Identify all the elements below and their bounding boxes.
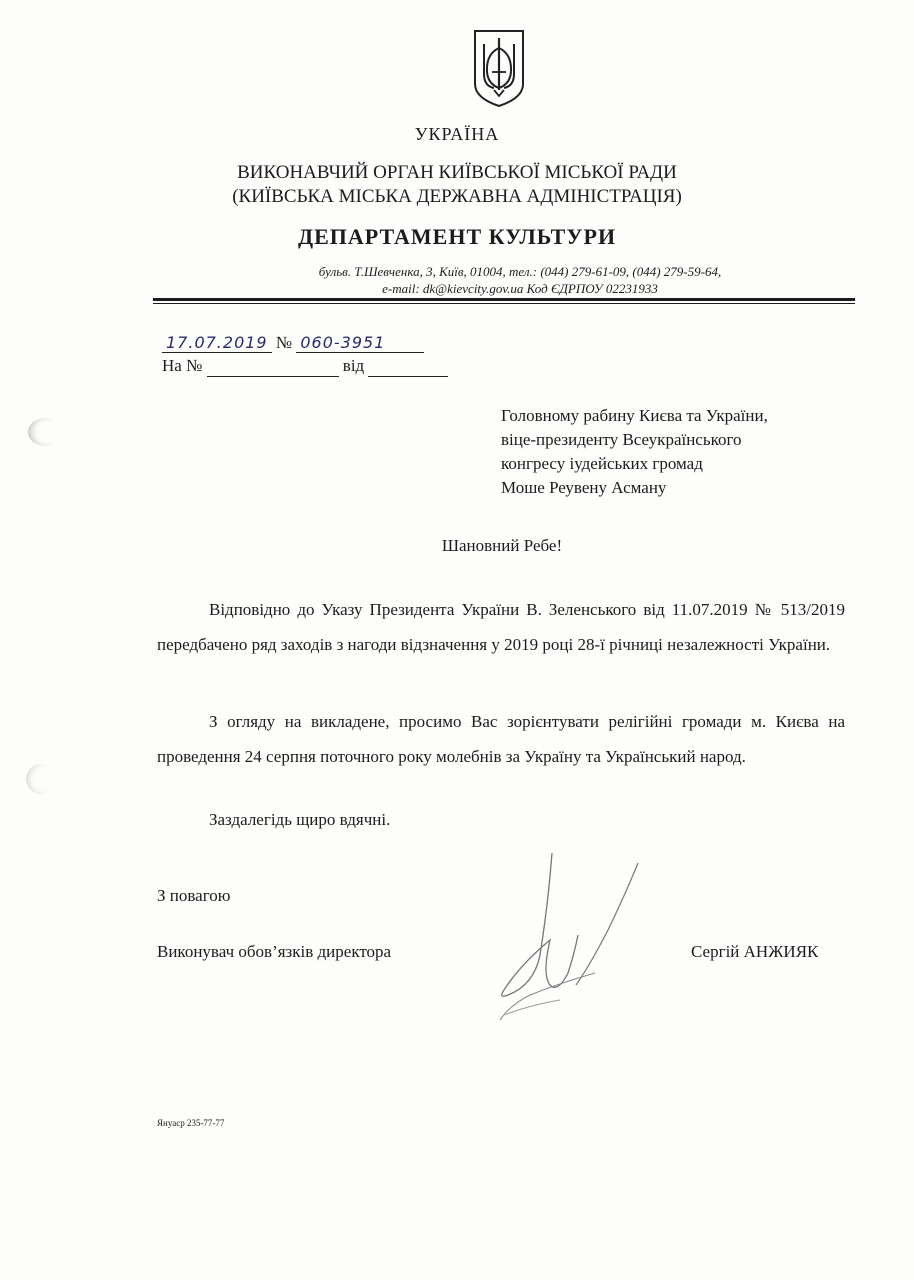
header-org-line2: (КИЇВСЬКА МІСЬКА ДЕРЖАВНА АДМІНІСТРАЦІЯ) <box>232 186 682 207</box>
coat-of-arms-icon <box>472 28 526 108</box>
body-paragraph-3: Заздалегідь щиро вдячні. <box>209 810 391 829</box>
punch-hole-top <box>28 418 62 446</box>
header-divider-thin <box>153 303 855 304</box>
signer-name: Сергій АНЖИЯК <box>691 942 819 961</box>
body-paragraph-1: Відповідно до Указу Президента України В. Зеленського від 11.07.2019 № 513/2019 передбачено ряд заходів з нагоди відзначення у 2019 році 28-ї річниці незалежності України. <box>157 600 845 654</box>
addressee-line3: конгресу іудейських громад <box>501 454 703 473</box>
executor-footer: Януаср 235-77-77 <box>157 1118 225 1128</box>
punch-hole-bottom <box>26 764 56 794</box>
outgoing-number: 060-3951 <box>296 333 424 353</box>
outgoing-date: 17.07.2019 <box>162 333 272 353</box>
header-country: УКРАЇНА <box>414 124 500 144</box>
header-address-line1: бульв. Т.Шевченка, 3, Київ, 01004, тел.: (044) 279-61-09, (044) 279-59-64, <box>318 264 722 279</box>
number-sign: № <box>275 333 293 352</box>
addressee-line1: Головному рабину Києва та України, <box>501 406 768 425</box>
signer-position: Виконувач обов’язків директора <box>157 942 392 961</box>
incoming-reference <box>162 356 448 377</box>
reply-label: На № <box>162 356 203 375</box>
header-department: ДЕПАРТАМЕНТ КУЛЬТУРИ <box>297 224 617 249</box>
reply-date-blank <box>368 356 448 377</box>
header-org-line1: ВИКОНАВЧИЙ ОРГАН КИЇВСЬКОЇ МІСЬКОЇ РАДИ <box>237 162 677 183</box>
body-paragraph-2: З огляду на викладене, просимо Вас зорієнтувати релігійні громади м. Києва на проведення 24 серпня поточного року молебнів за Україну та Український народ. <box>157 712 845 766</box>
from-label: від <box>342 356 365 375</box>
header-address-line2: e-mail: dk@kievcity.gov.ua Код ЄДРПОУ 02231933 <box>382 281 658 296</box>
addressee-block <box>501 404 768 500</box>
header-divider-thick <box>153 298 855 301</box>
addressee-line2: віце-президенту Всеукраїнського <box>501 430 742 449</box>
reply-number-blank <box>207 356 339 377</box>
outgoing-reference <box>162 333 424 353</box>
salutation: Шановний Ребе! <box>441 536 563 555</box>
closing: З повагою <box>157 886 231 905</box>
signature-icon <box>490 845 650 1025</box>
addressee-line4: Моше Реувену Асману <box>501 478 667 497</box>
